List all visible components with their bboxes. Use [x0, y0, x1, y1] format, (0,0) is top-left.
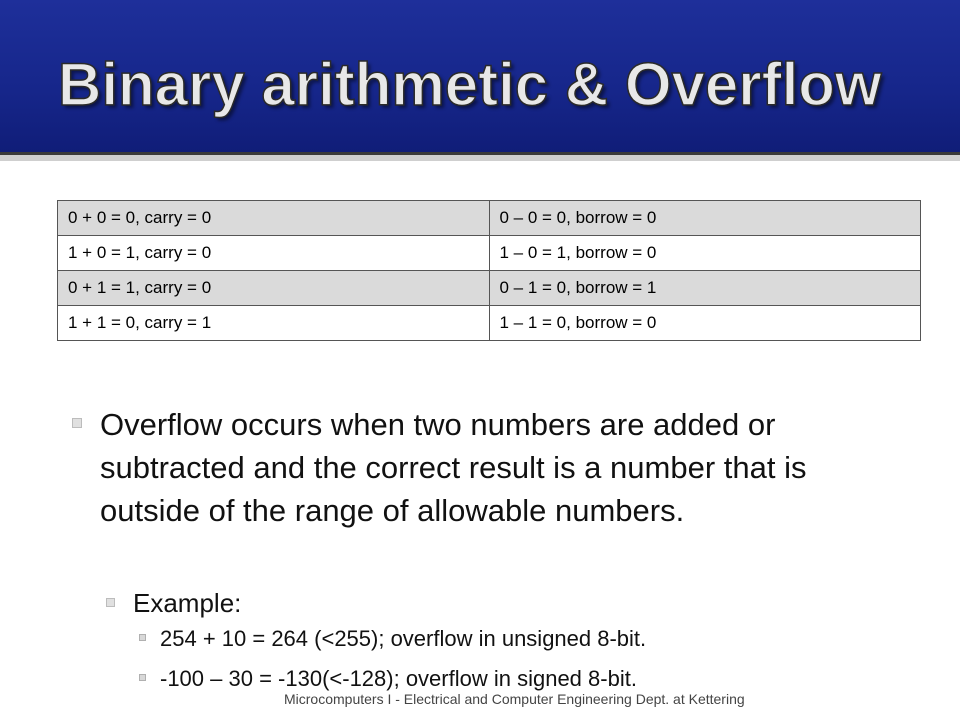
footer-text: Microcomputers I - Electrical and Computer Engineering Dept. at Kettering [284, 691, 745, 707]
bullet-square-icon [106, 598, 115, 607]
arithmetic-table [57, 200, 921, 341]
example-item: 254 + 10 = 264 (<255); overflow in unsigned 8-bit. [160, 626, 647, 651]
table-cell: 0 – 0 = 0, borrow = 0 [489, 201, 921, 236]
table-cell: 1 – 1 = 0, borrow = 0 [489, 306, 921, 341]
title-divider-shadow [0, 155, 960, 161]
table-row [58, 306, 921, 341]
table-row [58, 201, 921, 236]
bullet-small-icon [139, 674, 146, 681]
bullet-square-icon [72, 418, 82, 428]
slide-title: Binary arithmetic & Overflow [58, 51, 882, 118]
table-cell: 1 – 0 = 1, borrow = 0 [489, 236, 921, 271]
example-item: -100 – 30 = -130(<-128); overflow in signed 8-bit. [160, 666, 637, 691]
table-cell: 0 + 0 = 0, carry = 0 [58, 201, 490, 236]
overflow-bullet: Overflow occurs when two numbers are added or subtracted and the correct result is a number that is outside of the range of allowable numbers. [100, 407, 807, 528]
table-cell: 0 + 1 = 1, carry = 0 [58, 271, 490, 306]
table-row [58, 236, 921, 271]
table-cell: 1 + 0 = 1, carry = 0 [58, 236, 490, 271]
example-bullet: Example: [133, 588, 242, 618]
bullet-small-icon [139, 634, 146, 641]
table-cell: 1 + 1 = 0, carry = 1 [58, 306, 490, 341]
table-row [58, 271, 921, 306]
table-cell: 0 – 1 = 0, borrow = 1 [489, 271, 921, 306]
